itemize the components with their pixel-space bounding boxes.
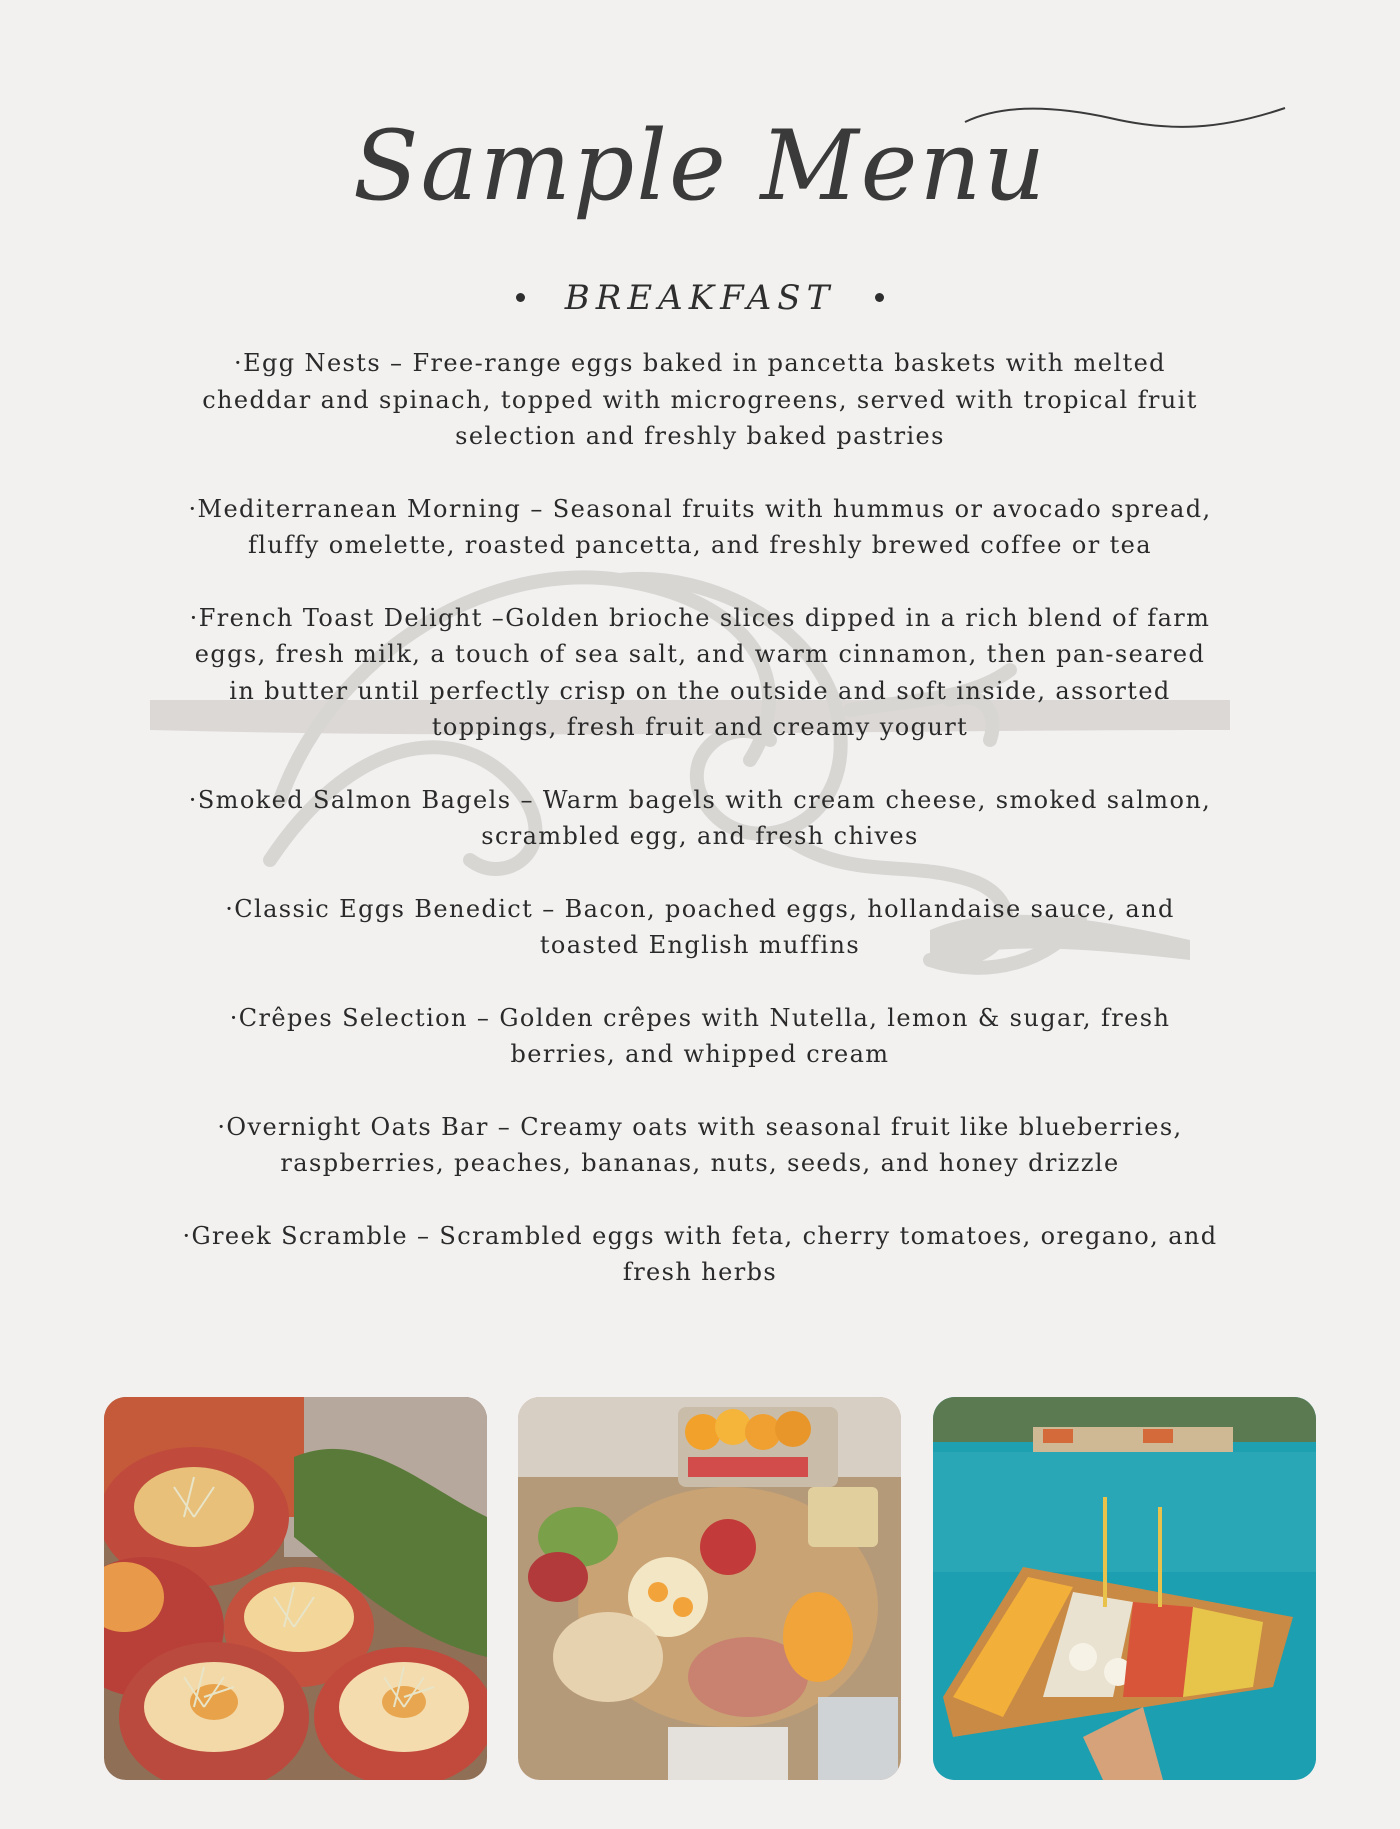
menu-item-salmon-bagels: ·Smoked Salmon Bagels – Warm bagels with cream cheese, smoked salmon, scrambled egg, and fresh chives (188, 785, 1212, 850)
bullet-dot-right (875, 293, 884, 302)
bullet-dot-left (516, 293, 525, 302)
menu-item-egg-nests: ·Egg Nests – Free-range eggs baked in pancetta baskets with melted cheddar and spinach, topped with microgreens, served with tropical fruit selection and freshly baked pastries (202, 349, 1198, 450)
section-label: BREAKFAST (564, 278, 836, 318)
menu-item-crepes: ·Crêpes Selection – Golden crêpes with Nutella, lemon & sugar, fresh berries, and whipped cream (229, 1003, 1171, 1068)
page-title: Sample Menu (352, 110, 1048, 222)
brunch-board-photo (518, 1397, 901, 1780)
section-heading (0, 278, 1400, 318)
photo-row (104, 1397, 1316, 1780)
menu-item-greek-scramble: ·Greek Scramble – Scrambled eggs with feta, cherry tomatoes, oregano, and fresh herbs (182, 1221, 1218, 1286)
menu-item-eggs-benedict: ·Classic Eggs Benedict – Bacon, poached eggs, hollandaise sauce, and toasted English muffins (225, 894, 1175, 959)
egg-nests-photo (104, 1397, 487, 1780)
menu-item-oats-bar: ·Overnight Oats Bar – Creamy oats with seasonal fruit like blueberries, raspberries, peaches, bananas, nuts, seeds, and honey drizzle (217, 1112, 1183, 1177)
sea-platter-photo (933, 1397, 1316, 1780)
menu-item-french-toast: ·French Toast Delight –Golden brioche slices dipped in a rich blend of farm eggs, fresh milk, a touch of sea salt, and warm cinnamon, then pan-seared in butter until perfectly crisp on the outside and soft inside, assorted toppings, fresh fruit and creamy yogurt (189, 603, 1211, 741)
menu-items (175, 345, 1225, 1327)
menu-item-mediterranean-morning: ·Mediterranean Morning – Seasonal fruits with hummus or avocado spread, fluffy omelette, roasted pancetta, and freshly brewed coffee or tea (188, 494, 1212, 559)
